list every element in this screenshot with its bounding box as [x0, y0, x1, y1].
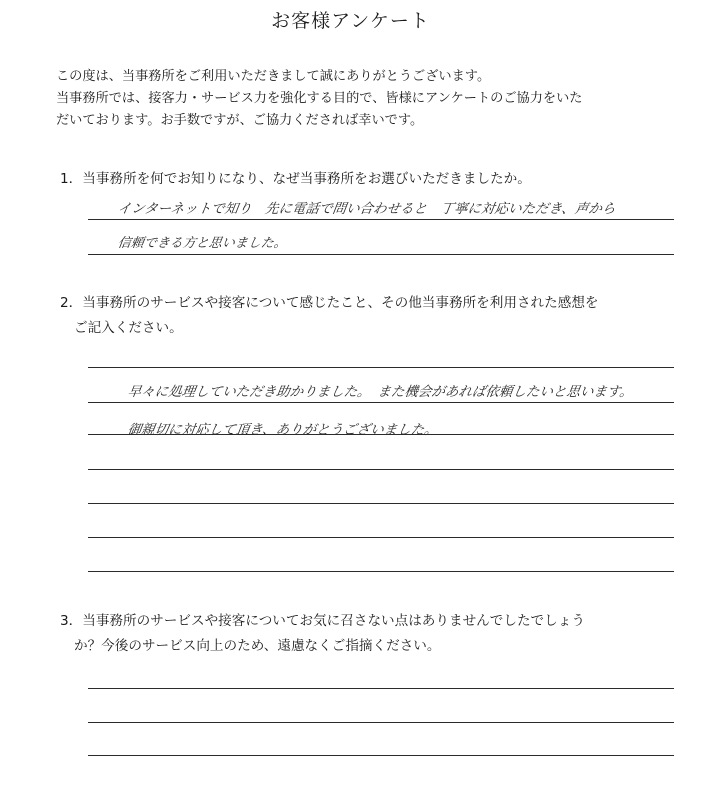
answer-line — [88, 722, 674, 723]
answer-line — [88, 469, 674, 470]
question-1-text: 1．当事務所を何でお知りになり、なぜ当事務所をお選びいただきましたか。 — [60, 171, 531, 187]
answer-1-line-1: インターネットで知り 先に電話で問い合わせると 丁寧に対応いただき、声から — [116, 201, 617, 217]
survey-title: お客様アンケート — [271, 10, 430, 32]
answer-2-line-1: 早々に処理していただき助かりました。 また機会があれば依頼したいと思います。 — [126, 384, 635, 400]
answer-line — [88, 402, 674, 403]
answer-line — [88, 367, 674, 368]
intro-line: だいております。お手数ですが、ご協力くだされば幸いです。 — [56, 113, 424, 128]
answer-line — [88, 571, 674, 572]
intro-line: この度は、当事務所をご利用いただきまして誠にありがとうございます。 — [56, 69, 491, 84]
answer-line — [88, 219, 674, 220]
question-3-text: か？今後のサービス向上のため、遠慮なくご指摘ください。 — [74, 638, 441, 654]
answer-1-line-2: 信頼できる方と思いました。 — [116, 236, 288, 251]
answer-line — [88, 503, 674, 504]
intro-text — [56, 66, 696, 132]
answer-line — [88, 254, 674, 255]
answer-line — [88, 688, 674, 689]
question-2-text: 2．当事務所のサービスや接客について感じたこと、その他当事務所を利用された感想を — [60, 295, 599, 311]
answer-line — [88, 537, 674, 538]
question-1 — [60, 167, 696, 192]
intro-line: 当事務所では、接客力・サービス力を強化する目的で、皆様にアンケートのご協力をいた — [56, 91, 583, 106]
answer-line — [88, 434, 674, 435]
answer-2-line-2: 御親切に対応して頂き、ありがとうございました。 — [126, 422, 439, 438]
question-2 — [60, 291, 696, 341]
question-3-text: 3．当事務所のサービスや接客についてお気に召さない点はありませんでしたでしょう — [60, 613, 585, 629]
question-2-text: ご記入ください。 — [74, 320, 183, 336]
answer-line — [88, 755, 674, 756]
question-3 — [60, 609, 696, 659]
